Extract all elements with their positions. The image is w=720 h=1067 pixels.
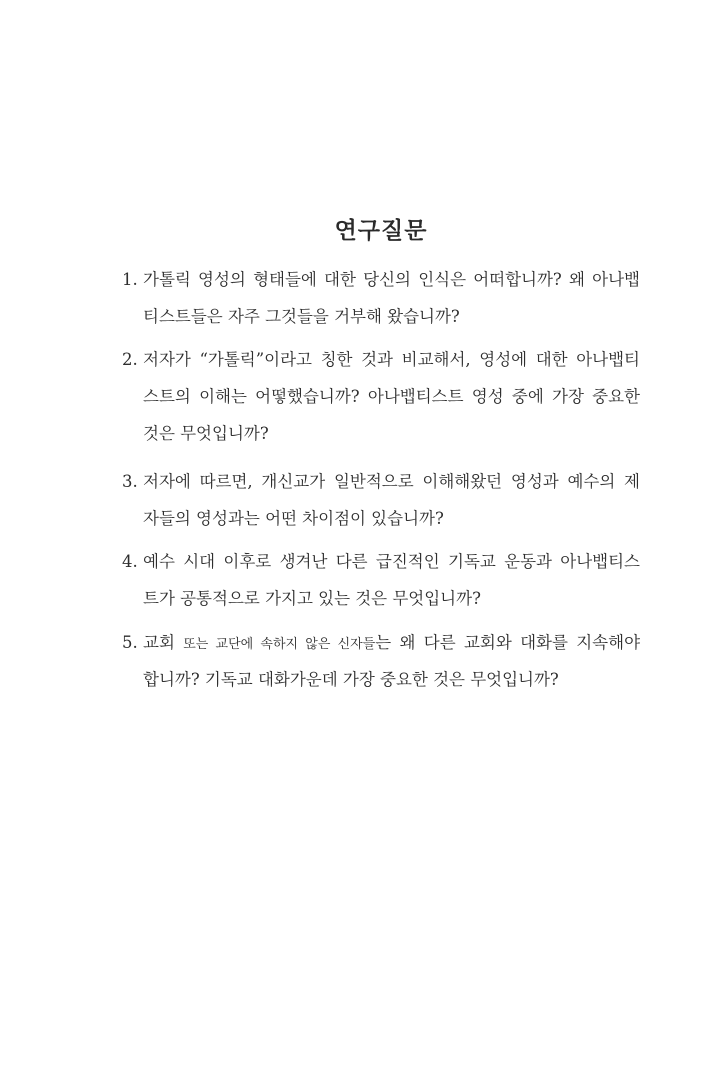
question-line: 저자에 따르면, 개신교가 일반적으로 이해해왔던 영성과 예수의 제 xyxy=(143,472,640,491)
question-line: 가톨릭 영성의 형태들에 대한 당신의 인식은 어떠합니까? 왜 아나뱁 xyxy=(143,270,640,289)
question-line: 합니까? 기독교 대화가운데 가장 중요한 것은 무엇입니까? xyxy=(143,670,559,689)
question-line: 저자가 “가톨릭”이라고 칭한 것과 비교해서, 영성에 대한 아나뱁티 xyxy=(143,350,640,369)
question-text xyxy=(143,341,640,452)
question-text xyxy=(143,463,640,537)
question-line: 예수 시대 이후로 생겨난 다른 급진적인 기독교 운동과 아나뱁티스 xyxy=(143,552,640,571)
question-text xyxy=(143,543,640,617)
question-line: 트가 공통적으로 가지고 있는 것은 무엇입니까? xyxy=(143,589,481,608)
question-number: 5. xyxy=(122,633,138,652)
question-line xyxy=(143,624,640,661)
question-segment-small: 또는 교단에 속하지 않은 신자들 xyxy=(183,637,376,652)
question-5 xyxy=(122,624,640,698)
question-number: 4. xyxy=(122,552,138,571)
question-4 xyxy=(122,543,640,617)
question-line: 자들의 영성과는 어떤 차이점이 있습니까? xyxy=(143,509,444,528)
question-number: 3. xyxy=(122,472,138,491)
question-text xyxy=(143,261,640,335)
question-number: 1. xyxy=(122,270,138,289)
question-3 xyxy=(122,463,640,537)
question-line: 것은 무엇입니까? xyxy=(143,424,269,443)
question-line: 스트의 이해는 어떻했습니까? 아나뱁티스트 영성 중에 가장 중요한 xyxy=(143,387,640,406)
question-text xyxy=(143,624,640,698)
question-segment: 교회 xyxy=(143,633,184,652)
page-title: 연구질문 xyxy=(334,217,428,244)
question-number: 2. xyxy=(122,350,138,369)
question-1 xyxy=(122,261,640,335)
question-segment: 는 왜 다른 교회와 대화를 지속해야 xyxy=(375,633,640,652)
question-2 xyxy=(122,341,640,452)
question-line: 티스트들은 자주 그것들을 거부해 왔습니까? xyxy=(143,307,460,326)
